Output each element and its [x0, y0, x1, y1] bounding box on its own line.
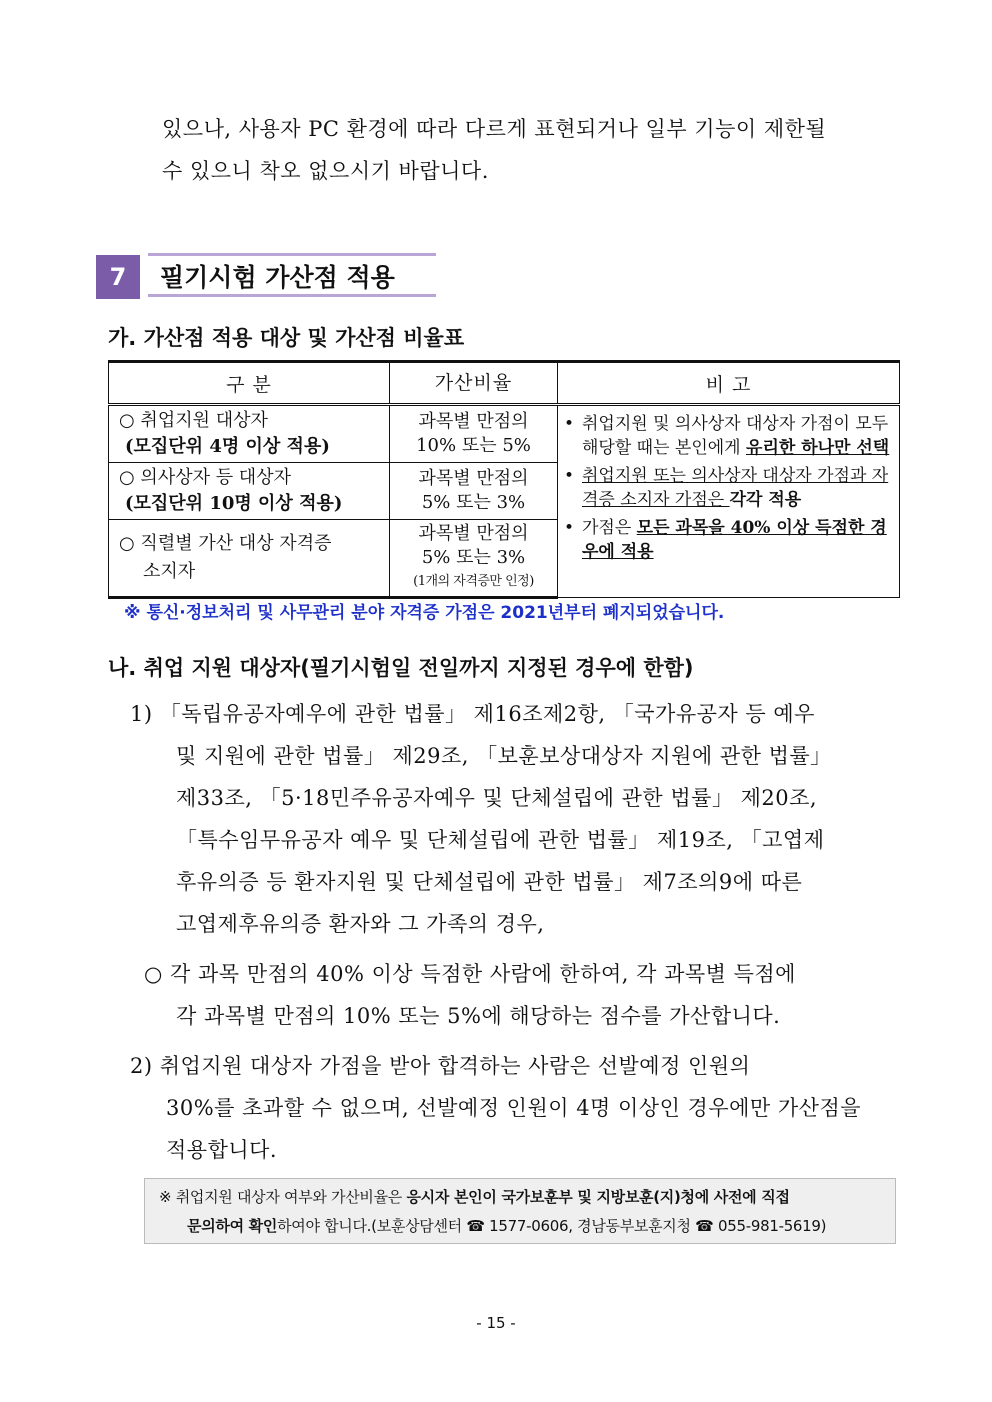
item2-line: 30%를 초과할 수 없으며, 선발예정 인원이 4명 이상인 경우에만 가산점을	[166, 1096, 862, 1120]
circle-line: 각 과목별 만점의 10% 또는 5%에 해당하는 점수를 가산합니다.	[176, 1004, 781, 1028]
rate-line: 과목별 만점의	[418, 523, 529, 544]
item1-line: 고엽제후유의증 환자와 그 가족의 경우,	[176, 912, 545, 936]
row-target: 소지자	[143, 561, 196, 582]
rate-line-small: (1개의 자격증만 인정)	[413, 574, 534, 589]
remark-emphasis: 유리한 하나만 선택	[746, 438, 890, 458]
section-number-badge: 7	[96, 255, 140, 299]
rate-line: 과목별 만점의	[418, 468, 529, 489]
remark-emphasis: 모든 과목을 40% 이상 득점한 경우에 적용	[582, 518, 887, 562]
row-target: ○ 취업지원 대상자	[119, 410, 268, 431]
intro-line-1: 있으나, 사용자 PC 환경에 따라 다르게 표현되거나 일부 기능이 제한될	[162, 117, 827, 141]
page-number: - 15 -	[476, 1314, 516, 1332]
item2-line: 2) 취업지원 대상자 가점을 받아 합격하는 사람은 선발예정 인원의	[130, 1054, 751, 1078]
bonus-rate-table	[108, 360, 900, 599]
row-target: ○ 의사상자 등 대상자	[119, 467, 291, 488]
rate-line: 5% 또는 3%	[421, 547, 526, 568]
abolished-notice: ※ 통신·정보처리 및 사무관리 분야 자격증 가점은 2021년부터 폐지되었습니다.	[124, 603, 725, 623]
table-row	[109, 405, 900, 463]
remark-bullet-2: • 취업지원 또는 의사상자 대상자 가점과 자격증 소지자 가점은 각각 적용	[564, 466, 889, 510]
remark-bullet-3: • 가점은 모든 과목을 40% 이상 득점한 경우에 적용	[564, 518, 887, 562]
item1-line: 및 지원에 관한 법률」 제29조, 「보훈보상대상자 지원에 관한 법률」	[176, 744, 832, 768]
rate-line: 5% 또는 3%	[421, 492, 526, 513]
row-target: ○ 직렬별 가산 대상 자격증	[119, 533, 332, 554]
row-target-note: (모집단위 4명 이상 적용)	[125, 436, 330, 457]
notice-prefix: ※ 취업지원 대상자 여부와 가산비율은	[159, 1188, 407, 1206]
circle-line: ○ 각 과목 만점의 40% 이상 득점한 사람에 한하여, 각 과목별 득점에	[144, 962, 796, 986]
remark-bullet-1: • 취업지원 및 의사상자 대상자 가점이 모두 해당할 때는 본인에게 유리한 하나만 선택	[564, 414, 890, 458]
verification-notice-box	[144, 1178, 896, 1244]
item1-line: 제33조, 「5·18민주유공자예우 및 단체설립에 관한 법률」 제20조,	[176, 786, 818, 810]
rate-line: 과목별 만점의	[418, 411, 529, 432]
notice-contact: 하여야 합니다.(보훈상담센터 ☎ 1577-0606, 경남동부보훈지청 ☎ 055-981-5619)	[277, 1217, 827, 1235]
subsection-a-title: 가. 가산점 적용 대상 및 가산점 비율표	[108, 326, 465, 350]
rate-line: 10% 또는 5%	[416, 435, 531, 456]
item1-line: 후유의증 등 환자지원 및 단체설립에 관한 법률」 제7조의9에 따른	[176, 870, 803, 894]
table-header-category: 구 분	[109, 362, 390, 405]
item1-line: 「특수임무유공자 예우 및 단체설립에 관한 법률」 제19조, 「고엽제	[176, 828, 825, 852]
notice-emphasis: 응시자 본인이 국가보훈부 및 지방보훈(지)청에 사전에 직접	[406, 1188, 790, 1206]
table-header-remarks: 비 고	[558, 362, 900, 405]
table-header-rate: 가산비율	[390, 362, 558, 405]
item1-line: 1) 「독립유공자예우에 관한 법률」 제16조제2항, 「국가유공자 등 예우	[130, 702, 815, 726]
intro-line-2: 수 있으니 착오 없으시기 바랍니다.	[162, 159, 489, 183]
section-title: 필기시험 가산점 적용	[148, 253, 436, 297]
row-target-note: (모집단위 10명 이상 적용)	[125, 493, 343, 514]
remark-emphasis: 각각 적용	[729, 490, 802, 510]
notice-emphasis: 문의하여 확인	[187, 1217, 278, 1235]
item2-line: 적용합니다.	[166, 1138, 278, 1162]
subsection-b-title: 나. 취업 지원 대상자(필기시험일 전일까지 지정된 경우에 한함)	[108, 656, 694, 680]
